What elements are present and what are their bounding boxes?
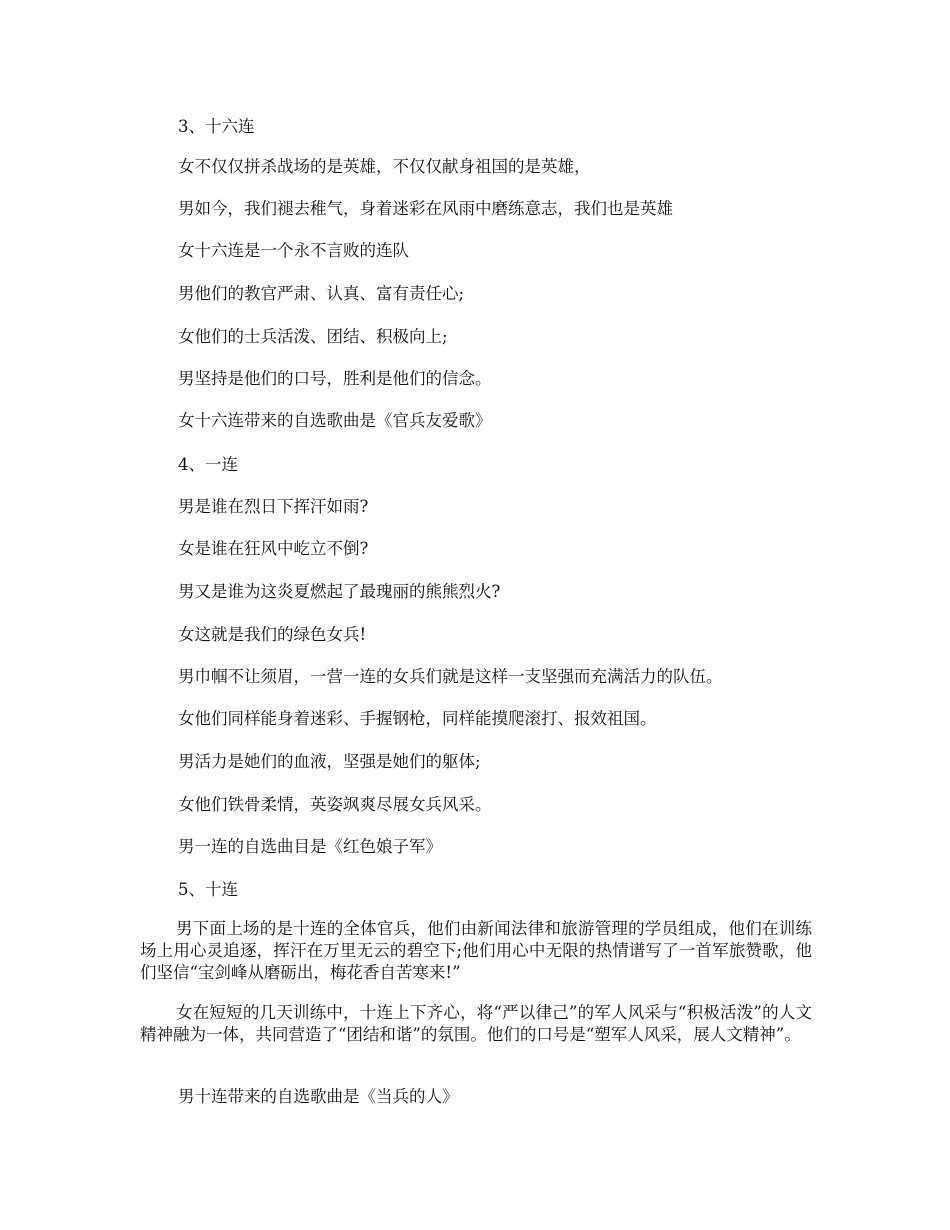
dialogue-line: 男是谁在烈日下挥汗如雨? xyxy=(178,497,369,516)
section-heading-16th-company: 3、十六连 xyxy=(178,117,255,136)
dialogue-line: 男又是谁为这炎夏燃起了最瑰丽的熊熊烈火? xyxy=(178,582,501,601)
dialogue-line-closing: 男十连带来的自选歌曲是《当兵的人》 xyxy=(178,1087,459,1106)
section-heading-10th-company: 5、十连 xyxy=(178,880,238,899)
section-heading-1st-company: 4、一连 xyxy=(178,455,238,474)
dialogue-line: 男坚持是他们的口号，胜利是他们的信念。 xyxy=(178,369,492,388)
dialogue-line: 男一连的自选曲目是《红色娘子军》 xyxy=(178,837,442,856)
dialogue-line: 女他们的士兵活泼、团结、积极向上; xyxy=(178,327,448,346)
dialogue-line: 女不仅仅拼杀战场的是英雄，不仅仅献身祖国的是英雄， xyxy=(178,157,591,176)
dialogue-line: 女十六连带来的自选歌曲是《官兵友爱歌》 xyxy=(178,411,492,430)
dialogue-line: 女这就是我们的绿色女兵! xyxy=(178,625,367,644)
dialogue-line: 男他们的教官严肃、认真、富有责任心; xyxy=(178,284,465,303)
paragraph-10th-company-intro: 男下面上场的是十连的全体官兵，他们由新闻法律和旅游管理的学员组成，他们在训练场上用心灵追逐，挥汗在万里无云的碧空下;他们用心中无限的热情谱写了一首军旅赞歌，他们坚信“宝剑峰从磨砺出，梅花香自苦寒来!” xyxy=(140,919,812,982)
dialogue-line: 女是谁在狂风中屹立不倒? xyxy=(178,539,369,558)
paragraph-10th-company-training: 女在短短的几天训练中，十连上下齐心，将“严以律己”的军人风采与“积极活泼”的人文精神融为一体，共同营造了“团结和谐”的氛围。他们的口号是“塑军人风采，展人文精神”。 xyxy=(140,1003,812,1044)
dialogue-line: 男如今，我们褪去稚气，身着迷彩在风雨中磨练意志，我们也是英雄 xyxy=(178,199,673,218)
dialogue-line: 女他们铁骨柔情，英姿飒爽尽展女兵风采。 xyxy=(178,795,492,814)
dialogue-line: 男巾帼不让须眉，一营一连的女兵们就是这样一支坚强而充满活力的队伍。 xyxy=(178,667,723,686)
dialogue-line: 女他们同样能身着迷彩、手握钢枪，同样能摸爬滚打、报效祖国。 xyxy=(178,709,657,728)
dialogue-line: 男活力是她们的血液，坚强是她们的躯体; xyxy=(178,752,481,771)
dialogue-line: 女十六连是一个永不言败的连队 xyxy=(178,241,409,260)
